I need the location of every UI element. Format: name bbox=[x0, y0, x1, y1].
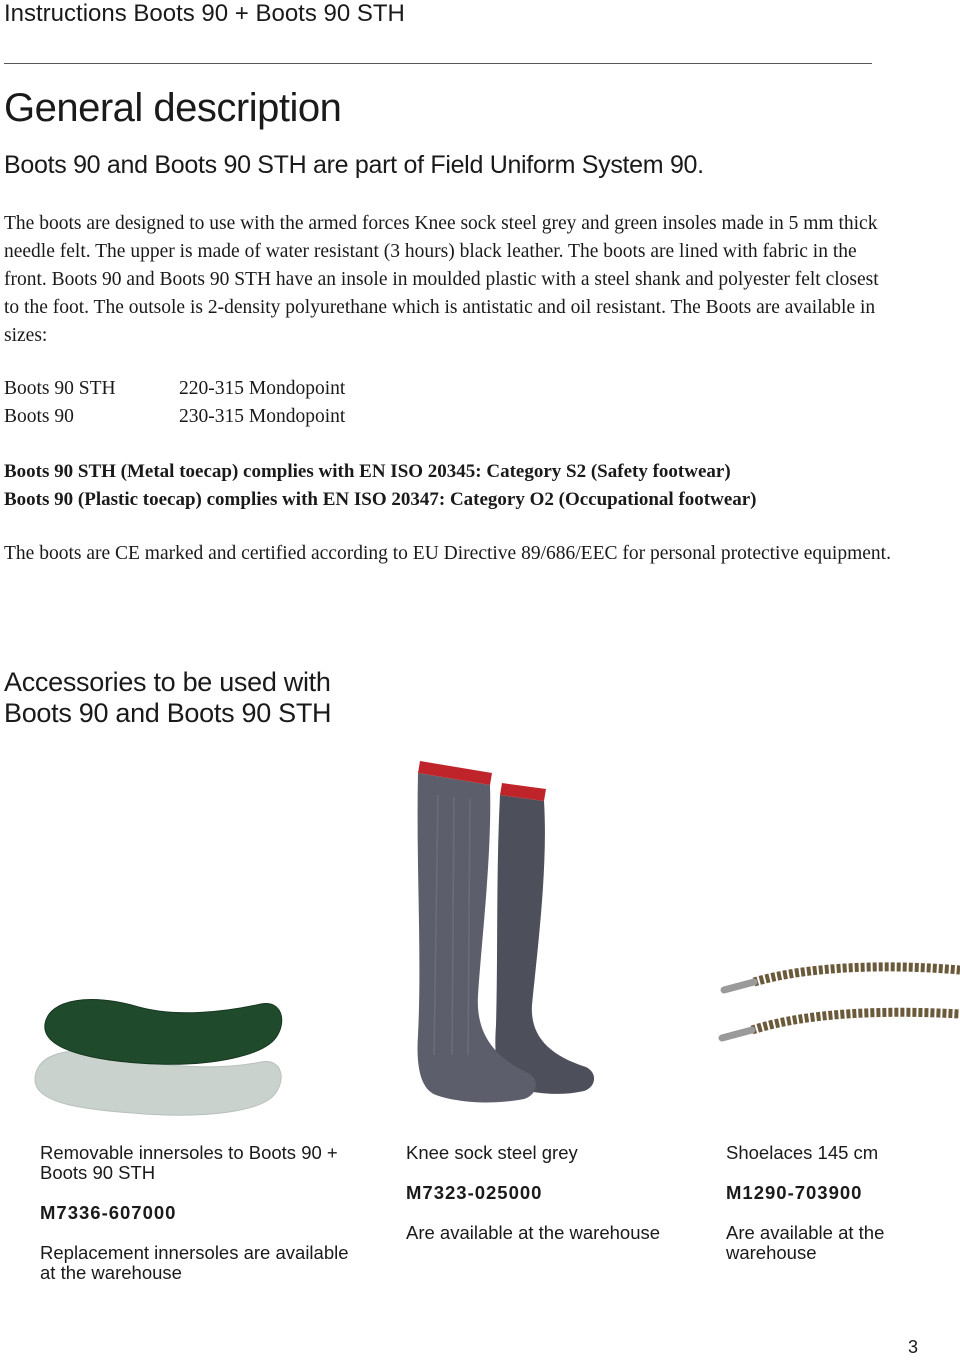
document-header: Instructions Boots 90 + Boots 90 STH bbox=[4, 0, 405, 27]
accessory-knee-sock bbox=[406, 1143, 666, 1243]
size-model: Boots 90 STH bbox=[4, 378, 116, 399]
sizes-table bbox=[4, 375, 345, 431]
size-model: Boots 90 bbox=[4, 406, 74, 427]
sock-back-leg bbox=[495, 795, 594, 1094]
accessory-code: M7336-607000 bbox=[40, 1202, 177, 1223]
section-subtitle: Boots 90 and Boots 90 STH are part of Field Uniform System 90. bbox=[4, 151, 704, 179]
accessory-note: Are available at the warehouse bbox=[726, 1222, 885, 1263]
accessories-title-line: Boots 90 and Boots 90 STH bbox=[4, 698, 332, 728]
accessory-innersoles bbox=[40, 1143, 350, 1283]
accessory-note: Replacement innersoles are available at the warehouse bbox=[40, 1242, 349, 1283]
accessory-name: Removable innersoles to Boots 90 + Boots 90 STH bbox=[40, 1142, 338, 1183]
lace-bottom bbox=[752, 1012, 960, 1030]
accessory-shoelaces bbox=[726, 1143, 946, 1263]
knee-sock-image bbox=[398, 755, 598, 1125]
compliance-standards bbox=[4, 458, 757, 514]
lace-top-tip bbox=[724, 982, 754, 990]
accessories-title bbox=[4, 667, 331, 729]
standard-line: Boots 90 STH (Metal toecap) complies with EN ISO 20345: Category S2 (Safety footwear) bbox=[4, 461, 731, 482]
accessories-title-line: Accessories to be used with bbox=[4, 667, 331, 697]
accessory-code: M7323-025000 bbox=[406, 1182, 543, 1203]
accessory-name: Shoelaces 145 cm bbox=[726, 1142, 879, 1163]
size-range: 220-315 Mondopoint bbox=[179, 378, 346, 399]
innersole-image bbox=[25, 990, 285, 1120]
page-number: 3 bbox=[908, 1337, 919, 1357]
accessory-code: M1290-703900 bbox=[726, 1182, 863, 1203]
lace-top bbox=[754, 967, 960, 982]
shoelace-image bbox=[718, 960, 960, 1050]
header-divider bbox=[4, 63, 872, 64]
section-title: General description bbox=[4, 86, 342, 130]
green-innersole bbox=[45, 1000, 282, 1065]
accessory-name: Knee sock steel grey bbox=[406, 1142, 578, 1163]
accessory-note: Are available at the warehouse bbox=[406, 1222, 661, 1243]
standard-line: Boots 90 (Plastic toecap) complies with EN ISO 20347: Category O2 (Occupational footwear) bbox=[4, 489, 757, 510]
ce-marking-paragraph: The boots are CE marked and certified according to EU Directive 89/686/EEC for personal protective equipment. bbox=[4, 543, 891, 564]
size-row bbox=[4, 375, 345, 403]
size-range: 230-315 Mondopoint bbox=[179, 406, 346, 427]
size-row bbox=[4, 403, 345, 431]
description-paragraph: The boots are designed to use with the armed forces Knee sock steel grey and green insoles made in 5 mm thick needle felt. The upper is made of water resistant (3 hours) black leather. The boots are lined with fabric in the front. Boots 90 and Boots 90 STH have an insole in moulded plastic with a steel shank and polyester felt closest to the foot. The outsole is 2-density polyurethane which is antistatic and oil resistant. The Boots are available in sizes: bbox=[4, 213, 879, 346]
lace-bottom-tip bbox=[722, 1030, 752, 1038]
